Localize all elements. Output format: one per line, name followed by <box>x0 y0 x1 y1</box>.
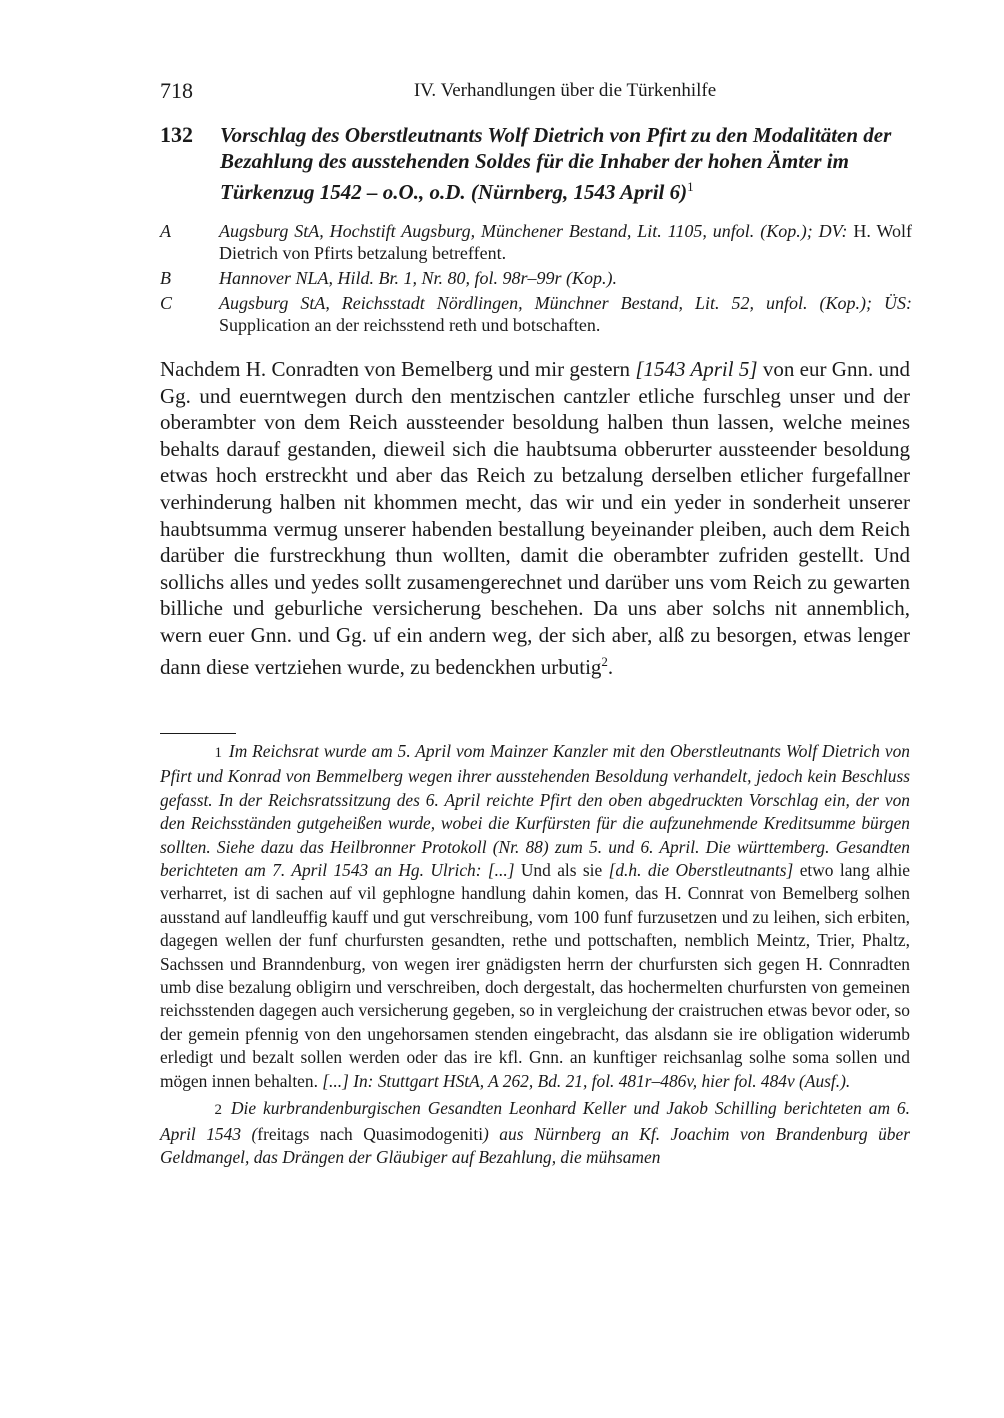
source-location: Augsburg StA, Reichsstadt Nördlingen, Münchner Bestand, Lit. 52, unfol. (Kop.); <box>219 293 873 313</box>
source-note-text: H. Wolf Dietrich von Pfirts betzalung betreffent. <box>219 221 913 263</box>
source-siglum: A <box>160 221 171 241</box>
document-title-text: Vorschlag des Oberstleutnants Wolf Dietrich von Pfirt zu den Modalitäten der Bezahlung des ausstehenden Soldes für die Inhaber der hohen Ämter im Türkenzug 1542 – o.O., o.D. (Nürnberg, 1543 April 6) <box>220 123 892 204</box>
footnote-text-italic: ) aus Nürnberg an Kf. Joachim von Brandenburg über Geldmangel, das Drängen der Gläubiger auf Bezahlung, die mühsamen <box>160 1123 910 1167</box>
source-siglum: C <box>160 293 173 313</box>
footnote-mark: 2 <box>214 1102 222 1119</box>
footnotes <box>160 740 910 1173</box>
page-number: 718 <box>160 78 193 103</box>
footnote-1 <box>160 740 910 1093</box>
footnote-ref-2[interactable]: 2 <box>601 653 608 669</box>
footnote-ref-1[interactable]: 1 <box>687 179 694 194</box>
footnote-text-quote: etwo lang alhie verharret, ist di sachen auf vil gephlogne handlung dahin komen, das H. Connrat von Bemelberg solhen ausstand auf landleuffig kauff und gut verschreibung, vom 100 funf furzusetzen und zu leihen, sich erbiten, dagegen wellen der funf churfursten gesandten, rethe und pottschaften, nemblich Meintz, Trier, Phaltz, Sachssen und Branndenburg, von wegen irer gnädigsten herrn der churfursten sich gegen H. Connradten umb dise bezalung obligirn und verschreiben, doch dergestalt, das hochermelten churfursten von gemeinen reichsstenden dagegen auch versicherung gegeben, so in vergleichung der craistruchen etwas bevor oder, so der gemein pfennig von den ungehorsamen stenden eingebracht, das alsdann sie ire obligation widerumb erledigt und bezalt sollen werden oder das ire kfl. Gnn. an kunftiger reichsanlag solhe soma sollen und mögen innen behalten. <box>160 860 910 1091</box>
footnote-divider <box>160 733 236 734</box>
footnote-2 <box>160 1097 910 1169</box>
source-siglum: B <box>160 268 171 288</box>
footnote-text-italic: [d.h. die Oberstleutnants] <box>608 860 794 881</box>
document-title <box>220 122 912 205</box>
footnote-mark: 1 <box>214 745 222 761</box>
source-note-label: ÜS: <box>884 293 913 313</box>
footnote-text-italic: Die kurbrandenburgischen Gesandten Leonhard Keller und Jakob Schilling berichteten am 6. April 1543 ( <box>160 1098 910 1144</box>
footnote-text-italic: Im Reichsrat wurde am 5. April vom Mainzer Kanzler mit den Oberstleutnants Wolf Dietrich von Pfirt und Konrad von Bemmelberg wegen ihrer ausstehenden Besoldung verhandelt, jedoch kein Beschluss gefasst. In der Reichsratssitzung des 6. April reichte Pfirt den oben abgedruckten Vorschlag ein, der von den Reichsständen gutgeheißen wurde, wobei die Kurfürsten für die aufzunehmende Kreditsumme bürgen sollten. Siehe dazu das Heilbronner Protokoll (Nr. 88) zum 5. und 6. April. Die württemberg. Gesandten berichteten am 7. April 1543 an Hg. Ulrich: [...] <box>160 741 910 881</box>
source-entry-a <box>160 220 912 264</box>
page-header <box>160 78 910 108</box>
source-entry-b <box>160 267 912 289</box>
source-location: Augsburg StA, Hochstift Augsburg, Münchener Bestand, Lit. 1105, unfol. (Kop.); <box>219 221 813 241</box>
footnote-text-italic: [...] In: Stuttgart HStA, A 262, Bd. 21, fol. 481r–486v, hier fol. 484v (Ausf.). <box>322 1070 851 1091</box>
source-entry-c <box>160 292 912 336</box>
running-title: IV. Verhandlungen über die Türkenhilfe <box>413 80 717 101</box>
source-note-label: DV: <box>818 221 848 241</box>
main-text-part-2: von eur Gnn. und Gg. und euerntwegen durch den mentzischen cantzler etliche furschleg unser und der oberambter von dem Reich aussteender besoldung halben thun lassen, welche meines behalts darauf gestanden, dieweil sich die haubtsuma obberurter aussteender besoldung etwas hoch erstreckht und aber das Reich zu betzalung derselben etlicher furgefallner verhinderung halben nit khommen mecht, das wir und ein yeder in sonderheit unserer haubtsumma vermug unserer habenden bestallung beyeinander pleiben, auch dem Reich darüber die furstreckhung thun wollten, damit die oberambter zufriden gestellt. Und sollichs alles und yedes sollt zusamengerechnet und darüber uns vom Reich zu gewarten billiche und geburliche versicherung beschehen. Da uns aber solchs nit annemblich, wern euer Gnn. und Gg. uf ein andern weg, der sich aber, alß zu besorgen, etwas lenger dann diese vertziehen wurde, zu bedenckhen urbutig <box>160 357 910 679</box>
footnote-text-quote: Und als sie <box>514 860 609 881</box>
main-text <box>160 356 910 680</box>
main-text-part-1: Nachdem H. Conradten von Bemelberg und mir gestern <box>160 357 636 381</box>
source-note-text: Supplication an der reichsstend reth und botschaften. <box>219 315 601 335</box>
footnote-text-quote: freitags nach Quasimodogeniti <box>257 1123 484 1144</box>
document-heading <box>160 122 912 205</box>
editorial-date-insert: [1543 April 5] <box>635 357 758 381</box>
document-number: 132 <box>160 122 193 147</box>
main-text-end: . <box>607 654 614 679</box>
source-list <box>160 220 912 339</box>
source-location: Hannover NLA, Hild. Br. 1, Nr. 80, fol. 98r–99r (Kop.). <box>219 268 618 288</box>
